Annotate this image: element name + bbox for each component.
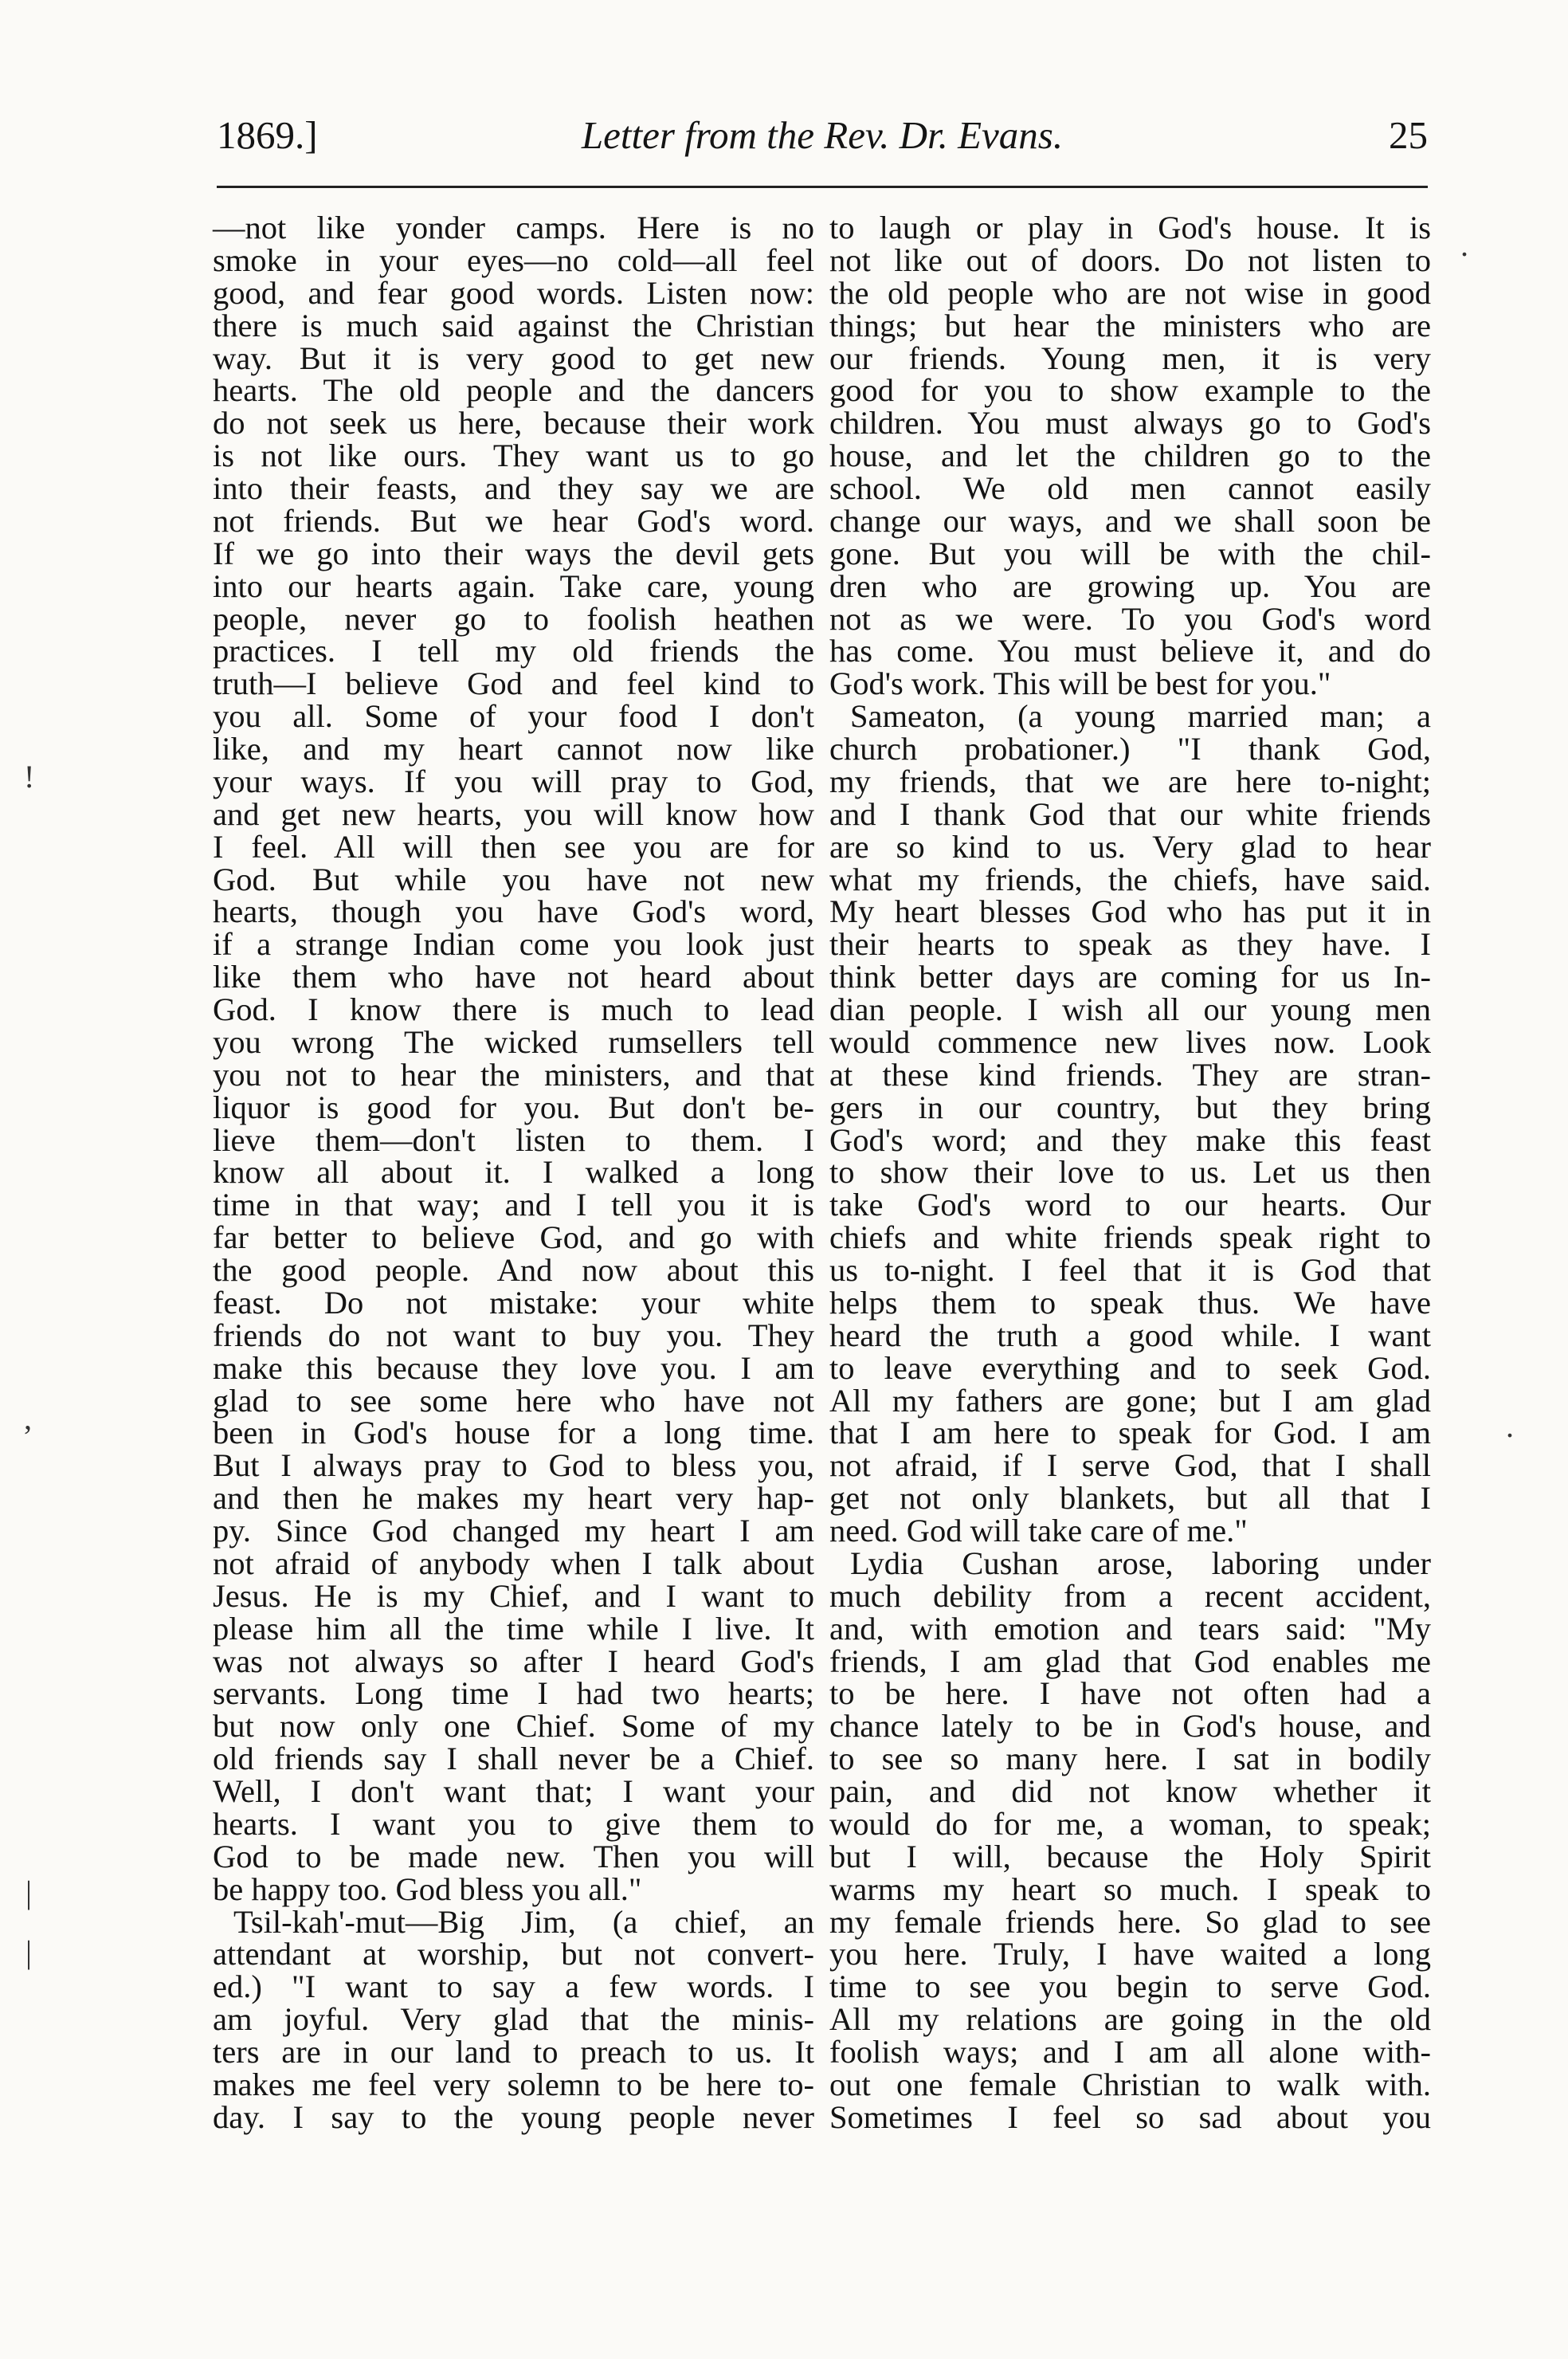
- text-line: not afraid, if I serve God, that I shall: [829, 1447, 1431, 1484]
- text-line: chiefs and white friends speak right to: [829, 1219, 1431, 1256]
- margin-mark: .: [1460, 227, 1468, 263]
- text-line: school. We old men cannot easily: [829, 470, 1431, 506]
- text-line: time to see you begin to serve God.: [829, 1968, 1431, 2005]
- text-line: liquor is good for you. But don't be-: [213, 1089, 814, 1125]
- text-line: is not like ours. They want us to go: [213, 438, 814, 474]
- text-line: what my friends, the chiefs, have said.: [829, 861, 1431, 897]
- text-line: things; but hear the ministers who are: [829, 307, 1431, 343]
- text-line: people, never go to foolish heathen: [213, 600, 814, 637]
- text-line: not as we were. To you God's word: [829, 600, 1431, 637]
- text-line: practices. I tell my old friends the: [213, 633, 814, 669]
- text-line: good, and fear good words. Listen now:: [213, 274, 814, 311]
- text-line: been in God's house for a long time.: [213, 1415, 814, 1451]
- text-line: glad to see some here who have not: [213, 1382, 814, 1419]
- text-line: All my fathers are gone; but I am glad: [829, 1382, 1431, 1419]
- margin-mark: |: [25, 1874, 33, 1910]
- text-line: But I always pray to God to bless you,: [213, 1447, 814, 1484]
- text-line: house, and let the children go to the: [829, 438, 1431, 474]
- text-line: time in that way; and I tell you it is: [213, 1187, 814, 1223]
- text-line: that I am here to speak for God. I am: [829, 1415, 1431, 1451]
- text-line: I feel. All will then see you are for: [213, 828, 814, 865]
- text-line: there is much said against the Christian: [213, 307, 814, 343]
- text-line: Jesus. He is my Chief, and I want to: [213, 1577, 814, 1614]
- text-line: helps them to speak thus. We have: [829, 1284, 1431, 1321]
- text-line: makes me feel very solemn to be here to-: [213, 2066, 814, 2102]
- text-line: if a strange Indian come you look just: [213, 926, 814, 963]
- text-line: Sometimes I feel so sad about you: [829, 2098, 1431, 2135]
- text-line: your ways. If you will pray to God,: [213, 763, 814, 799]
- text-line: gone. But you will be with the chil-: [829, 535, 1431, 571]
- text-line: friends do not want to buy you. They: [213, 1317, 814, 1353]
- text-line: am joyful. Very glad that the minis-: [213, 2001, 814, 2038]
- text-line: into our hearts again. Take care, young: [213, 567, 814, 604]
- text-line: Sameaton, (a young married man; a: [850, 698, 1431, 735]
- text-line: out one female Christian to walk with.: [829, 2066, 1431, 2102]
- text-line: pain, and did not know whether it: [829, 1773, 1431, 1809]
- text-line: has come. You must believe it, and do: [829, 633, 1431, 669]
- header-rule: [217, 186, 1428, 188]
- text-line: heard the truth a good while. I want: [829, 1317, 1431, 1353]
- text-line: and I thank God that our white friends: [829, 795, 1431, 832]
- text-line: to laugh or play in God's house. It is: [829, 210, 1431, 245]
- text-line: God to be made new. Then you will: [213, 1838, 814, 1874]
- text-line: All my relations are going in the old: [829, 2001, 1431, 2038]
- text-line: are so kind to us. Very glad to hear: [829, 828, 1431, 865]
- text-line: the old people who are not wise in good: [829, 274, 1431, 311]
- text-line: ters are in our land to preach to us. It: [213, 2034, 814, 2070]
- text-line: be happy too. God bless you all.": [213, 1870, 642, 1907]
- text-line: like them who have not heard about: [213, 959, 814, 995]
- text-line: Lydia Cushan arose, laboring under: [850, 1545, 1431, 1581]
- text-line: God. I know there is much to lead: [213, 991, 814, 1027]
- text-line: dian people. I wish all our young men: [829, 991, 1431, 1027]
- right-column: [829, 212, 1431, 2134]
- text-line: know all about it. I walked a long: [213, 1154, 814, 1191]
- text-line: make this because they love you. I am: [213, 1349, 814, 1386]
- text-line: servants. Long time I had two hearts;: [213, 1675, 814, 1712]
- text-line: attendant at worship, but not convert-: [213, 1936, 814, 1972]
- text-line: Well, I don't want that; I want your: [213, 1773, 814, 1809]
- text-line: and, with emotion and tears said: "My: [829, 1610, 1431, 1647]
- text-line: God's work. This will be best for you.": [829, 665, 1331, 702]
- text-line: py. Since God changed my heart I am: [213, 1513, 814, 1548]
- text-line: you not to hear the ministers, and that: [213, 1056, 814, 1093]
- text-line: feast. Do not mistake: your white: [213, 1284, 814, 1321]
- text-line: hearts. I want you to give them to: [213, 1805, 814, 1842]
- text-line: our friends. Young men, it is very: [829, 340, 1431, 376]
- text-line: day. I say to the young people never: [213, 2098, 814, 2135]
- header-year: 1869.]: [217, 113, 318, 157]
- text-line: chance lately to be in God's house, and: [829, 1708, 1431, 1745]
- text-line: take God's word to our hearts. Our: [829, 1187, 1431, 1223]
- page-number: 25: [1389, 113, 1428, 157]
- text-line: God. But while you have not new: [213, 861, 814, 897]
- text-line: children. You must always go to God's: [829, 405, 1431, 442]
- text-line: you all. Some of your food I don't: [213, 698, 814, 735]
- text-line: like, and my heart cannot now like: [213, 731, 814, 767]
- text-line: to show their love to us. Let us then: [829, 1154, 1431, 1191]
- text-line: smoke in your eyes—no cold—all feel: [213, 241, 814, 278]
- text-line: think better days are coming for us In-: [829, 959, 1431, 995]
- text-line: the good people. And now about this: [213, 1252, 814, 1288]
- text-line: please him all the time while I live. It: [213, 1610, 814, 1647]
- text-line: My heart blesses God who has put it in: [829, 893, 1431, 930]
- margin-mark: ,: [24, 1400, 32, 1436]
- text-line: old friends say I shall never be a Chief.: [213, 1741, 814, 1777]
- text-line: us to-night. I feel that it is God that: [829, 1252, 1431, 1288]
- margin-mark: .: [1506, 1408, 1514, 1444]
- running-header: [217, 112, 1428, 159]
- text-line: do not seek us here, because their work: [213, 405, 814, 442]
- text-line: —not like yonder camps. Here is no: [213, 210, 814, 245]
- margin-mark: |: [25, 1934, 33, 1970]
- text-line: get not only blankets, but all that I: [829, 1480, 1431, 1517]
- text-line: way. But it is very good to get new: [213, 340, 814, 376]
- text-line: lieve them—don't listen to them. I: [213, 1121, 814, 1158]
- text-line: would do for me, a woman, to speak;: [829, 1805, 1431, 1842]
- text-line: and get new hearts, you will know how: [213, 795, 814, 832]
- text-line: far better to believe God, and go with: [213, 1219, 814, 1256]
- text-line: their hearts to speak as they have. I: [829, 926, 1431, 963]
- text-line: would commence new lives now. Look: [829, 1023, 1431, 1060]
- text-line: hearts, though you have God's word,: [213, 893, 814, 930]
- text-line: at these kind friends. They are stran-: [829, 1056, 1431, 1093]
- text-line: If we go into their ways the devil gets: [213, 535, 814, 571]
- text-line: my female friends here. So glad to see: [829, 1903, 1431, 1940]
- text-line: much debility from a recent accident,: [829, 1577, 1431, 1614]
- text-line: friends, I am glad that God enables me: [829, 1643, 1431, 1679]
- text-line: and then he makes my heart very hap-: [213, 1480, 814, 1517]
- text-line: change our ways, and we shall soon be: [829, 502, 1431, 539]
- text-line: God's word; and they make this feast: [829, 1121, 1431, 1158]
- left-column: [213, 212, 814, 2134]
- text-line: to leave everything and to seek God.: [829, 1349, 1431, 1386]
- text-line: foolish ways; and I am all alone with-: [829, 2034, 1431, 2070]
- text-line: my friends, that we are here to-night;: [829, 763, 1431, 799]
- text-line: church probationer.) "I thank God,: [829, 731, 1431, 767]
- text-line: but now only one Chief. Some of my: [213, 1708, 814, 1745]
- text-line: dren who are growing up. You are: [829, 567, 1431, 604]
- text-line: was not always so after I heard God's: [213, 1643, 814, 1679]
- text-line: you wrong The wicked rumsellers tell: [213, 1023, 814, 1060]
- text-line: need. God will take care of me.": [829, 1513, 1248, 1548]
- text-line: Tsil-kah'-mut—Big Jim, (a chief, an: [233, 1903, 814, 1940]
- text-line: not afraid of anybody when I talk about: [213, 1545, 814, 1581]
- text-line: hearts. The old people and the dancers: [213, 372, 814, 409]
- text-line: you here. Truly, I have waited a long: [829, 1936, 1431, 1972]
- header-title: Letter from the Rev. Dr. Evans.: [581, 113, 1064, 157]
- text-line: good for you to show example to the: [829, 372, 1431, 409]
- text-line: gers in our country, but they bring: [829, 1089, 1431, 1125]
- text-line: to be here. I have not often had a: [829, 1675, 1431, 1712]
- margin-mark: !: [24, 759, 35, 795]
- text-line: to see so many here. I sat in bodily: [829, 1741, 1431, 1777]
- text-line: truth—I believe God and feel kind to: [213, 665, 814, 702]
- text-line: warms my heart so much. I speak to: [829, 1870, 1431, 1907]
- text-line: ed.) "I want to say a few words. I: [213, 1968, 814, 2005]
- text-line: not friends. But we hear God's word.: [213, 502, 814, 539]
- text-line: but I will, because the Holy Spirit: [829, 1838, 1431, 1874]
- text-line: into their feasts, and they say we are: [213, 470, 814, 506]
- text-line: not like out of doors. Do not listen to: [829, 241, 1431, 278]
